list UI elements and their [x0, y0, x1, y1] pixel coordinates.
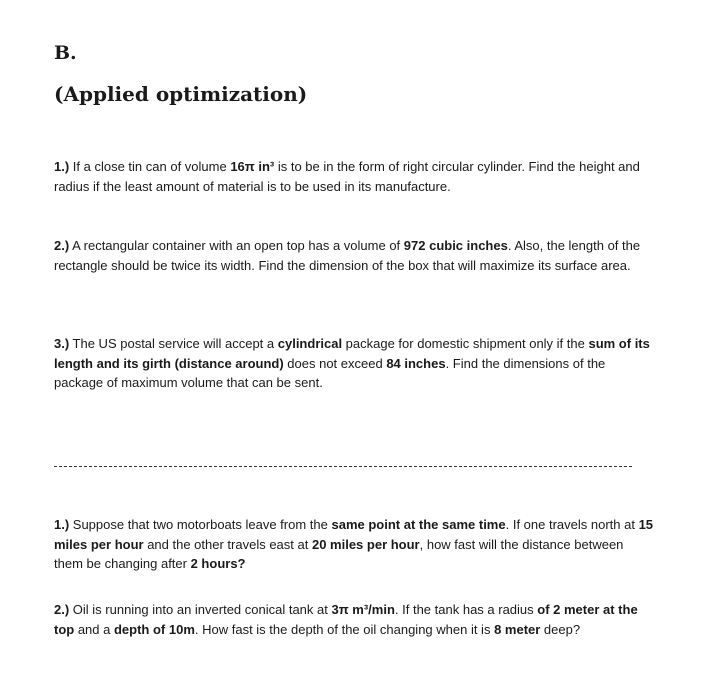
- problem-text: Suppose that two motorboats leave from the: [69, 517, 332, 532]
- problem-text: . Also, the length of the rectangle should be twice its width. Find the dimension of the box that will maximize its surface area.: [54, 238, 641, 273]
- problem-text: If a close tin can of volume: [69, 159, 231, 174]
- problem-text: . If the tank has a radius: [394, 602, 538, 617]
- problem-emphasis: sum of its length and its girth (distance around): [54, 336, 650, 371]
- section-title: (Applied optimization): [54, 82, 308, 106]
- problem-emphasis: 8 meter: [494, 621, 541, 637]
- problem-text: deep?: [540, 621, 581, 637]
- problem-number: 1.): [54, 159, 70, 174]
- problem-text: and a: [74, 621, 114, 637]
- problem-emphasis: same point at the same time: [331, 517, 506, 532]
- problem-text: Oil is running into an inverted conical tank at: [69, 602, 332, 617]
- related-rates-problem-1: [54, 515, 654, 574]
- problem-emphasis: cylindrical: [277, 336, 343, 351]
- problem-text: . If one travels north at: [505, 517, 639, 532]
- problem-text: A rectangular container with an open top has a volume of: [69, 238, 404, 253]
- problem-text: . How fast is the depth of the oil changing when it is: [194, 621, 495, 637]
- optimization-problem-2: [54, 236, 654, 275]
- problem-emphasis: 20 miles per hour: [311, 536, 420, 552]
- problem-emphasis: 16π in³: [230, 159, 275, 174]
- problem-text: , how fast will the distance between them be changing after: [54, 536, 624, 571]
- problem-text: is to be in the form of right circular cylinder. Find the height and radius if the least amount of material is to be used in its manufacture.: [54, 159, 640, 194]
- problem-emphasis: 2 hours?: [190, 556, 246, 571]
- section-label: B.: [54, 42, 77, 64]
- problem-emphasis: 15 miles per hour: [54, 517, 654, 552]
- section-divider: [54, 466, 632, 467]
- problem-text: and the other travels east at: [143, 536, 312, 552]
- problem-emphasis: 3π m³/min: [331, 602, 395, 617]
- problem-number: 3.): [54, 336, 70, 351]
- problem-number: 2.): [54, 238, 70, 253]
- problem-text: package for domestic shipment only if the: [342, 336, 589, 351]
- problem-emphasis: of 2 meter at the top: [54, 602, 638, 637]
- problem-number: 1.): [54, 517, 70, 532]
- related-rates-problem-2: [54, 600, 654, 639]
- optimization-problem-3: [54, 334, 654, 393]
- optimization-problem-1: [54, 157, 654, 196]
- problem-emphasis: 972 cubic inches: [403, 238, 508, 253]
- problem-text: . Find the dimensions of the package of maximum volume that can be sent.: [54, 355, 606, 390]
- problem-emphasis: depth of 10m: [113, 621, 195, 637]
- problem-text: does not exceed: [283, 355, 387, 371]
- problem-text: The US postal service will accept a: [69, 336, 278, 351]
- problem-emphasis: 84 inches: [386, 355, 446, 371]
- problem-number: 2.): [54, 602, 70, 617]
